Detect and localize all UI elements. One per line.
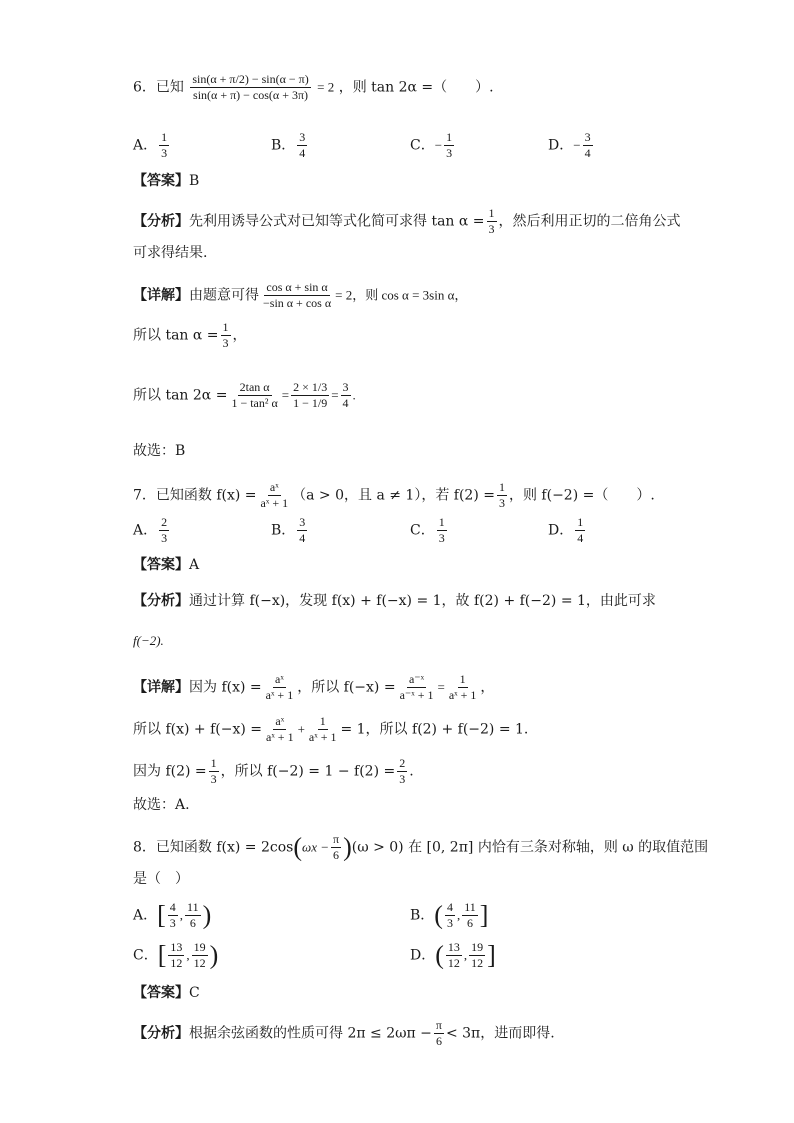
option-num: 1: [446, 130, 453, 144]
option-num: 3: [299, 515, 306, 529]
frac-num: aˣ: [275, 672, 284, 686]
frac-den: 6: [333, 848, 340, 862]
option-label: B．: [271, 137, 296, 154]
frac-den: −sin α + cos α: [263, 296, 332, 310]
option-label: A．: [133, 137, 158, 154]
answer-tag: 【答案】: [133, 173, 189, 189]
detail-text: 因为 f(x) =: [189, 679, 262, 696]
q6-suffix: ，则 tan 2α =（ ）.: [338, 79, 494, 96]
frac-num: 13: [170, 940, 183, 954]
frac-num: aˣ: [275, 714, 285, 728]
option-num: 1: [438, 515, 445, 529]
frac-num: a⁻ˣ: [408, 672, 425, 686]
right-paren: ): [343, 832, 352, 862]
eq-sign: =: [437, 679, 445, 695]
q6-stem: [133, 72, 494, 103]
frac-num: 1: [222, 320, 229, 334]
detail-text: = 2，则 cos α = 3sin α，: [335, 287, 468, 303]
frac-num: 2tan α: [239, 380, 270, 394]
frac-num: 4: [446, 900, 453, 914]
option-label: C．: [133, 947, 158, 964]
detail-text: 因为 f(2) =: [133, 763, 207, 780]
detail-text: 所以 tan 2α =: [133, 387, 228, 404]
q8-suffix: (ω > 0) 在 [0, 2π] 内恰有三条对称轴，则 ω 的取值范围: [351, 839, 709, 856]
frac-den: aˣ + 1: [265, 688, 294, 702]
analysis-tag: 【分析】: [133, 1025, 189, 1042]
q8-stem-line2: [133, 872, 189, 886]
frac-num: 1: [498, 480, 505, 494]
option-label: B．: [271, 522, 296, 539]
comma: ,: [463, 947, 468, 963]
frac-num: 1: [488, 206, 495, 220]
bracket-left: (: [434, 900, 443, 930]
q8-prefix: 8．已知函数 f(x) = 2cos: [133, 839, 294, 856]
conclude-text: 故选：A.: [133, 797, 190, 813]
analysis-text: 根据余弦函数的性质可得 2π ≤ 2ωπ −: [189, 1025, 432, 1042]
detail-text: = 1，所以 f(2) + f(−2) = 1.: [340, 721, 529, 738]
bracket-left: [: [157, 940, 167, 970]
frac-den: 6: [467, 916, 473, 930]
analysis-text: < 3π，进而即得.: [445, 1025, 555, 1042]
q7-analysis-line1: [133, 594, 656, 608]
frac-num: cos α + sin α: [266, 280, 328, 294]
frac-num: 19: [471, 940, 484, 954]
frac-num: π: [435, 1018, 442, 1032]
comma: ,: [456, 907, 461, 923]
frac-den: 3: [210, 772, 217, 786]
frac-den: aˣ + 1: [260, 496, 289, 510]
frac-num: 19: [193, 940, 206, 954]
frac-den: aˣ + 1: [308, 730, 337, 744]
q6-detail-line3: [133, 380, 356, 411]
frac-den: a⁻ˣ + 1: [399, 688, 434, 702]
q7-option-c: [410, 515, 449, 546]
frac-den: 6: [435, 1034, 442, 1048]
q8-answer: [133, 986, 200, 1000]
detail-text: 所以 tan α =: [133, 327, 219, 344]
detail-text: ，: [480, 679, 495, 696]
period: .: [409, 763, 414, 780]
option-den: 3: [438, 531, 445, 545]
conclude-text: 故选：B: [133, 443, 186, 459]
q8-stem-line1: [133, 832, 708, 863]
option-den: 3: [161, 531, 168, 545]
analysis-tag: 【分析】: [133, 593, 189, 609]
analysis-text: ，然后利用正切的二倍角公式: [498, 213, 681, 230]
answer-value: A: [189, 557, 200, 573]
q8-analysis: [133, 1018, 555, 1049]
option-den: 4: [299, 146, 306, 160]
q6-eq: = 2: [317, 79, 335, 95]
frac-num: 4: [169, 900, 176, 914]
frac-den: 3: [222, 336, 229, 350]
q7-option-b: [271, 515, 309, 546]
detail-text: ，所以 f(−x) =: [297, 679, 396, 696]
q6-analysis-line2: [133, 246, 207, 260]
q6-answer: [133, 174, 199, 188]
q7-prefix: 7．已知函数 f(x) =: [133, 487, 257, 504]
period: .: [352, 387, 356, 403]
frac-num: 11: [464, 900, 476, 914]
q6-conclude: [133, 444, 185, 458]
frac-den: 1 − 1/9: [293, 396, 328, 410]
frac-den: 12: [193, 956, 206, 970]
q8-option-a: [133, 900, 211, 931]
analysis-tag: 【分析】: [133, 213, 189, 230]
eq-sign: =: [331, 387, 339, 403]
q7-option-d: [548, 515, 587, 546]
frac-num: 3: [342, 380, 349, 394]
q7-cond: （a > 0，且 a ≠ 1），若 f(2) =: [292, 487, 495, 504]
option-label: D．: [410, 947, 436, 964]
frac-num: 1: [459, 672, 466, 686]
q6-prefix: 6．已知: [133, 79, 184, 96]
frac-den: 3: [498, 496, 505, 510]
q7-analysis-line2: [133, 634, 164, 648]
q6-frac-num: sin(α + π/2) − sin(α − π): [192, 72, 309, 86]
q6-detail-line2: [133, 320, 247, 351]
frac-den: aˣ + 1: [266, 730, 294, 744]
frac-den: aˣ + 1: [448, 688, 477, 702]
detail-text: 由题意可得: [189, 287, 259, 304]
frac-num: 2 × 1/3: [293, 380, 328, 394]
frac-num: 1: [319, 714, 326, 728]
frac-den: 6: [189, 916, 196, 930]
detail-text: 所以 f(x) + f(−x) =: [133, 721, 262, 738]
q6-detail-line1: [133, 280, 467, 311]
detail-tag: 【详解】: [133, 287, 189, 304]
q6-option-d: [548, 130, 595, 161]
q6-option-c: [410, 130, 456, 161]
option-den: 3: [446, 146, 453, 160]
analysis-text: f(−2).: [133, 633, 164, 648]
bracket-right: ]: [487, 940, 496, 970]
bracket-right: ): [202, 900, 212, 930]
answer-value: B: [189, 173, 200, 189]
frac-num: π: [333, 832, 340, 846]
q6-option-a: [133, 130, 171, 161]
q8-option-b: [410, 900, 488, 931]
frac-den: 3: [446, 916, 453, 930]
analysis-text: 先利用诱导公式对已知等式化简可求得 tan α =: [189, 213, 485, 230]
left-paren: (: [293, 832, 303, 862]
frac-num: aˣ: [269, 480, 279, 494]
frac-den: 3: [488, 222, 495, 236]
q7-conclude: [133, 798, 190, 812]
option-label: D．: [548, 522, 574, 539]
option-den: 4: [577, 531, 584, 545]
q7-answer: [133, 558, 199, 572]
option-label: D．: [548, 137, 574, 154]
plus-sign: +: [297, 721, 305, 737]
bracket-right: ]: [479, 900, 489, 930]
q7-detail-line1: [133, 672, 494, 703]
answer-tag: 【答案】: [133, 557, 189, 573]
option-label: C．: [410, 522, 435, 539]
frac-den: 12: [447, 956, 460, 970]
q6-frac-den: sin(α + π) − cos(α + 3π): [193, 88, 309, 102]
frac-den: 12: [170, 956, 183, 970]
option-label: B．: [410, 907, 435, 924]
option-num: 3: [299, 130, 306, 144]
detail-text: ，所以 f(−2) = 1 − f(2) =: [220, 763, 396, 780]
comma: ,: [179, 907, 184, 923]
answer-tag: 【答案】: [133, 985, 189, 1001]
analysis-text: 通过计算 f(−x)，发现 f(x) + f(−x) = 1，故 f(2) + f(−2) = 1，由此可求: [189, 593, 656, 609]
q6-analysis-line1: [133, 206, 681, 237]
q6-option-b: [271, 130, 309, 161]
detail-text: ，: [232, 327, 247, 344]
frac-den: 1 − tan² α: [231, 396, 278, 410]
option-den: 3: [161, 146, 168, 160]
frac-num: 2: [399, 756, 406, 770]
option-num: 2: [161, 515, 168, 529]
option-den: 4: [299, 531, 306, 545]
frac-num: 11: [187, 900, 199, 914]
option-num: 1: [161, 130, 168, 144]
q7-detail-line2: [133, 714, 528, 745]
q8-line2: 是（ ）: [133, 871, 189, 887]
q8-option-d: [410, 940, 496, 971]
option-num: 3: [584, 130, 591, 144]
analysis-text: 可求得结果.: [133, 245, 208, 261]
q7-stem: [133, 480, 655, 511]
frac-den: 12: [471, 956, 484, 970]
q8-option-c: [133, 940, 218, 971]
frac-den: 4: [342, 396, 349, 410]
frac-num: 13: [447, 940, 460, 954]
frac-den: 3: [169, 916, 176, 930]
option-sign: −: [434, 137, 443, 153]
option-label: C．: [410, 137, 435, 154]
q7-detail-line3: [133, 756, 414, 787]
q6-fraction: [190, 72, 310, 103]
option-den: 4: [584, 146, 591, 160]
detail-tag: 【详解】: [133, 679, 189, 696]
q8-arg: ωx −: [302, 839, 330, 855]
option-num: 1: [577, 515, 584, 529]
option-sign: −: [573, 137, 581, 153]
frac-num: 1: [210, 756, 217, 770]
frac-den: 3: [399, 772, 406, 786]
option-label: A．: [133, 907, 158, 924]
bracket-left: [: [157, 900, 166, 930]
bracket-right: ): [209, 940, 219, 970]
q7-suffix: ，则 f(−2) =（ ）.: [508, 487, 655, 504]
q7-option-a: [133, 515, 171, 546]
bracket-left: (: [435, 940, 444, 970]
eq-sign: =: [281, 387, 290, 403]
answer-value: C: [189, 985, 200, 1001]
option-label: A．: [133, 522, 158, 539]
comma: ,: [186, 947, 190, 963]
